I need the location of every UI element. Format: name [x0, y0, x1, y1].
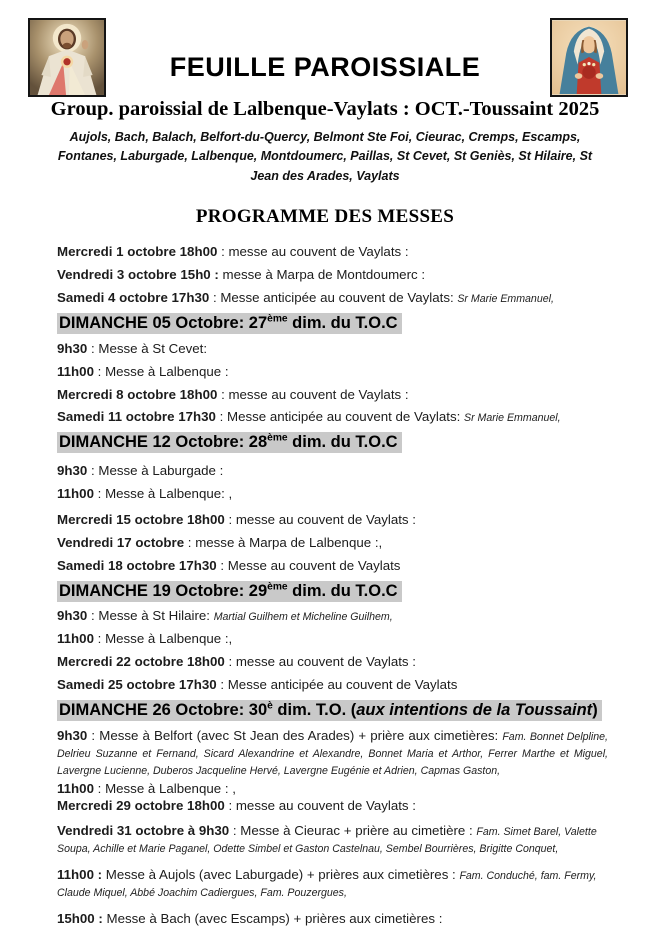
- text-segment: ème: [267, 313, 288, 325]
- schedule-entry: [57, 823, 608, 857]
- text-segment: : Messe à Laburgade :: [87, 463, 224, 479]
- text-segment: ème: [267, 581, 288, 593]
- text-segment: : Messe à Cieurac + prière au cimetière :: [229, 822, 477, 838]
- text-segment: aux intentions de la Toussaint: [356, 701, 593, 720]
- text-segment: 11h00 :: [57, 866, 103, 882]
- schedule-entry: [57, 463, 608, 479]
- text-segment: Fam. Conduché, fam. Fermy, Claude Miquel, Abbé Joachim Cadiergues, Fam. Pouzergues,: [57, 869, 597, 899]
- text-segment: dim. T.O. (: [272, 701, 357, 720]
- text-segment: Fam. Simet Barel, Valette Soupa, Achille et Marie Paganel, Odette Simbel et Gaston Castelnau, Sembel Bourrières, Brigitte Conquet,: [57, 825, 597, 855]
- schedule-entry: [57, 677, 608, 693]
- jesus-sacred-heart-image: [28, 18, 106, 97]
- text-segment: Samedi 11 octobre 17h30: [57, 409, 216, 425]
- highlighted-text: [57, 700, 602, 721]
- schedule-entry: [57, 654, 608, 670]
- schedule-entry: [57, 267, 608, 283]
- text-segment: Samedi 25 octobre 17h30: [57, 677, 217, 693]
- text-segment: : messe au couvent de Vaylats :: [224, 511, 416, 527]
- text-segment: Samedi 18 octobre 17h30: [57, 557, 217, 573]
- parish-group-subtitle: Group. paroissial de Lalbenque-Vaylats : OCT.-Toussaint 2025: [50, 98, 600, 120]
- schedule-entry: [57, 364, 608, 380]
- text-segment: Fam. Bonnet Delpline, Delrieu Suzanne et Fernand, Sicard Alexandrine et Alexandre, Bonnet Maria et Arthor, Ferrer Marthe et Miguel, Lavergne Lucienne, Duberos Jacqueline Hervé, Lavergne Eugénie et Adrien, Capmas Gaston,: [57, 730, 608, 777]
- text-segment: : messe à Marpa de Lalbenque :,: [184, 534, 383, 550]
- schedule-entry: [57, 911, 608, 927]
- text-segment: dim. du T.O.C: [287, 433, 398, 452]
- schedule-entry: [57, 341, 608, 357]
- text-segment: Vendredi 17 octobre: [57, 534, 185, 550]
- mary-image-art: [552, 20, 626, 95]
- text-segment: è: [267, 700, 273, 712]
- jesus-image-art: [30, 20, 104, 95]
- mary-immaculate-heart-image: [550, 18, 628, 97]
- text-segment: 9h30: [57, 608, 88, 624]
- text-segment: Sr Marie Emmanuel,: [464, 412, 561, 425]
- text-segment: dim. du T.O.C: [287, 313, 398, 332]
- text-segment: : Messe anticipée au couvent de Vaylats:: [209, 290, 458, 306]
- text-segment: 11h00: [57, 486, 94, 501]
- text-segment: Sr Marie Emmanuel,: [457, 293, 554, 306]
- schedule-entry: [57, 486, 608, 502]
- text-segment: Mercredi 29 octobre 18h00: [57, 797, 225, 813]
- schedule-entry: [57, 558, 608, 574]
- sunday-heading: [57, 432, 608, 453]
- text-segment: DIMANCHE 12 Octobre: 28: [59, 433, 268, 452]
- text-segment: dim. du T.O.C: [287, 581, 398, 600]
- text-segment: Vendredi 3 octobre 15h0 :: [57, 267, 219, 283]
- text-segment: Mercredi 22 octobre 18h00: [57, 654, 225, 670]
- schedule-entry: [57, 631, 608, 647]
- text-segment: Mercredi 8 octobre 18h00: [57, 386, 218, 402]
- text-segment: 9h30: [57, 727, 88, 743]
- highlighted-text: [57, 432, 402, 453]
- schedule-entry: [57, 867, 608, 901]
- section-title: PROGRAMME DES MESSES: [195, 206, 455, 228]
- text-segment: Mercredi 15 octobre 18h00: [57, 511, 225, 527]
- text-segment: Samedi 4 octobre 17h30: [57, 290, 210, 306]
- text-segment: : Messe à Lalbenque :,: [93, 631, 233, 647]
- schedule-entry: [57, 798, 608, 813]
- text-segment: 11h00: [57, 780, 94, 796]
- communes-list: Aujols, Bach, Balach, Belfort-du-Quercy, Belmont Ste Foi, Cieurac, Cremps, Escamps, Fontanes, Laburgade, Lalbenque, Montdoumerc, Paillas, St Cevet, St Geniès, St Hilaire, St Jean des Arades, Vaylats: [57, 130, 593, 183]
- sunday-heading: [57, 700, 608, 721]
- page-title: FEUILLE PAROISSIALE: [169, 52, 481, 82]
- highlighted-text: [57, 313, 402, 334]
- text-segment: : Messe à St Hilaire:: [87, 608, 214, 624]
- schedule-entry: [57, 387, 608, 403]
- text-segment: Mercredi 1 octobre 18h00: [57, 244, 218, 260]
- schedule-entry: [57, 409, 608, 425]
- text-segment: Messe à Aujols (avec Laburgade) + prières aux cimetières :: [102, 866, 460, 882]
- text-segment: ème: [267, 432, 288, 444]
- text-segment: : Messe anticipée au couvent de Vaylats:: [215, 409, 465, 425]
- schedule-entry: [57, 728, 608, 779]
- text-segment: 11h00: [57, 363, 94, 379]
- text-segment: : messe au couvent de Vaylats :: [217, 244, 409, 260]
- text-segment: Martial Guilhem et Micheline Guilhem,: [213, 611, 393, 624]
- schedule-entry: [57, 608, 608, 624]
- text-segment: : messe au couvent de Vaylats :: [224, 654, 416, 670]
- text-segment: Vendredi 31 octobre à 9h30: [57, 822, 230, 838]
- text-segment: : Messe à Lalbenque : ,: [93, 780, 236, 796]
- text-segment: DIMANCHE 19 Octobre: 29: [59, 581, 268, 600]
- text-segment: 11h00: [57, 631, 94, 647]
- text-segment: ): [592, 701, 598, 720]
- text-segment: : messe au couvent de Vaylats :: [217, 386, 409, 402]
- text-segment: : Messe à Lalbenque: ,: [93, 486, 233, 501]
- text-segment: DIMANCHE 26 Octobre: 30: [59, 701, 268, 720]
- sunday-heading: [57, 581, 608, 602]
- text-segment: Messe à Bach (avec Escamps) + prières aux cimetières :: [102, 910, 443, 926]
- schedule-entry: [57, 781, 608, 796]
- text-segment: : Messe au couvent de Vaylats: [216, 557, 401, 573]
- mass-schedule: [0, 244, 650, 927]
- text-segment: : Messe à Lalbenque :: [93, 363, 229, 379]
- highlighted-text: [57, 581, 402, 602]
- text-segment: : Messe à St Cevet:: [87, 340, 208, 356]
- text-segment: 15h00 :: [57, 910, 103, 926]
- text-segment: : messe au couvent de Vaylats :: [224, 797, 416, 813]
- schedule-entry: [57, 244, 608, 260]
- text-segment: : Messe anticipée au couvent de Vaylats: [216, 677, 458, 693]
- sunday-heading: [57, 313, 608, 334]
- schedule-entry: [57, 535, 608, 551]
- text-segment: 9h30: [57, 463, 88, 479]
- text-segment: DIMANCHE 05 Octobre: 27: [59, 313, 268, 332]
- text-segment: 9h30: [57, 340, 88, 356]
- text-segment: messe à Marpa de Montdoumerc :: [218, 267, 426, 283]
- text-segment: : Messe à Belfort (avec St Jean des Arades) + prière aux cimetières:: [87, 727, 503, 743]
- schedule-entry: [57, 512, 608, 528]
- schedule-entry: [57, 290, 608, 306]
